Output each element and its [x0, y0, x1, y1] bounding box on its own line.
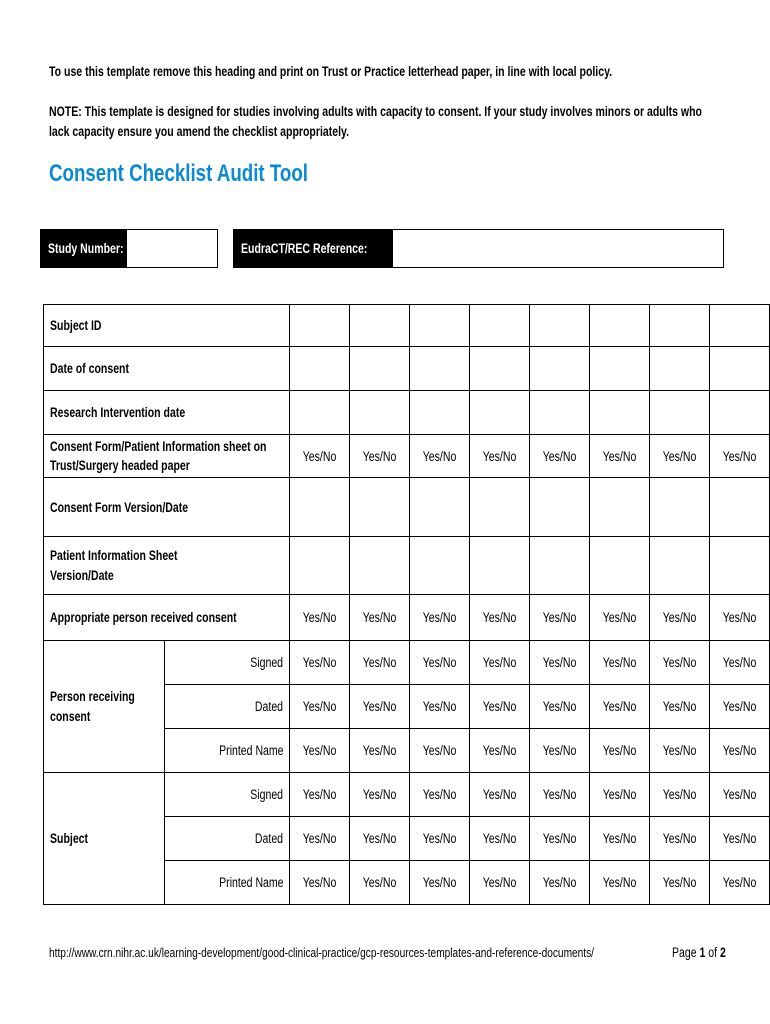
- yes-no-cell[interactable]: Yes/No: [710, 861, 770, 905]
- yes-no-cell[interactable]: Yes/No: [470, 685, 530, 729]
- yes-no-cell[interactable]: Yes/No: [290, 435, 350, 478]
- eudract-reference-label: EudraCT/REC Reference:: [233, 229, 393, 268]
- eudract-reference-field[interactable]: [392, 229, 724, 268]
- yes-no-cell[interactable]: Yes/No: [410, 685, 470, 729]
- yes-no-cell[interactable]: Yes/No: [290, 595, 350, 641]
- yes-no-cell[interactable]: Yes/No: [290, 773, 350, 817]
- yes-no-cell[interactable]: Yes/No: [290, 817, 350, 861]
- subject-id-cell[interactable]: [410, 305, 470, 347]
- sub-label-signed: Signed: [165, 773, 290, 817]
- yes-no-cell[interactable]: Yes/No: [710, 595, 770, 641]
- row-label-research-intervention-date: Research Intervention date: [44, 391, 290, 435]
- yes-no-cell[interactable]: Yes/No: [410, 861, 470, 905]
- yes-no-cell[interactable]: Yes/No: [290, 729, 350, 773]
- yes-no-cell[interactable]: Yes/No: [650, 685, 710, 729]
- table-row: [44, 537, 770, 595]
- yes-no-cell[interactable]: Yes/No: [530, 773, 590, 817]
- row-label-pis-version: Patient Information Sheet Version/Date: [44, 537, 290, 595]
- yes-no-cell[interactable]: Yes/No: [650, 773, 710, 817]
- yes-no-cell[interactable]: Yes/No: [650, 641, 710, 685]
- yes-no-cell[interactable]: Yes/No: [350, 729, 410, 773]
- subject-id-cell[interactable]: [290, 305, 350, 347]
- pis-version-cell[interactable]: [290, 537, 350, 595]
- subject-id-cell[interactable]: [710, 305, 770, 347]
- subject-id-cell[interactable]: [650, 305, 710, 347]
- intervention-date-cell[interactable]: [650, 391, 710, 435]
- table-row: [44, 773, 770, 817]
- yes-no-cell[interactable]: Yes/No: [410, 641, 470, 685]
- table-row: [44, 305, 770, 347]
- yes-no-cell[interactable]: Yes/No: [290, 641, 350, 685]
- yes-no-cell[interactable]: Yes/No: [590, 729, 650, 773]
- yes-no-cell[interactable]: Yes/No: [530, 817, 590, 861]
- date-of-consent-cell[interactable]: [350, 347, 410, 391]
- cf-version-cell[interactable]: [650, 478, 710, 537]
- yes-no-cell[interactable]: Yes/No: [710, 435, 770, 478]
- study-number-field[interactable]: [126, 229, 218, 268]
- sub-label-printed-name: Printed Name: [165, 729, 290, 773]
- yes-no-cell[interactable]: Yes/No: [290, 861, 350, 905]
- study-reference-bar: [40, 229, 724, 268]
- yes-no-cell[interactable]: Yes/No: [350, 435, 410, 478]
- yes-no-cell[interactable]: Yes/No: [350, 685, 410, 729]
- table-row: [44, 478, 770, 537]
- yes-no-cell[interactable]: Yes/No: [350, 595, 410, 641]
- yes-no-cell[interactable]: Yes/No: [470, 861, 530, 905]
- sub-label-dated: Dated: [165, 685, 290, 729]
- intervention-date-cell[interactable]: [290, 391, 350, 435]
- yes-no-cell[interactable]: Yes/No: [530, 435, 590, 478]
- pis-version-cell[interactable]: [350, 537, 410, 595]
- yes-no-cell[interactable]: Yes/No: [710, 685, 770, 729]
- footer-url-link[interactable]: http://www.crn.nihr.ac.uk/learning-development/good-clinical-practice/gcp-resources-templates-and-reference-documents/: [49, 945, 595, 960]
- yes-no-cell[interactable]: Yes/No: [410, 595, 470, 641]
- cf-version-cell[interactable]: [590, 478, 650, 537]
- subject-id-cell[interactable]: [590, 305, 650, 347]
- yes-no-cell[interactable]: Yes/No: [350, 773, 410, 817]
- cf-version-cell[interactable]: [350, 478, 410, 537]
- row-label-date-of-consent: Date of consent: [44, 347, 290, 391]
- sub-label-dated: Dated: [165, 817, 290, 861]
- yes-no-cell[interactable]: Yes/No: [650, 817, 710, 861]
- yes-no-cell[interactable]: Yes/No: [470, 729, 530, 773]
- intervention-date-cell[interactable]: [470, 391, 530, 435]
- date-of-consent-cell[interactable]: [590, 347, 650, 391]
- study-number-label: Study Number:: [40, 229, 126, 268]
- yes-no-cell[interactable]: Yes/No: [650, 595, 710, 641]
- yes-no-cell[interactable]: Yes/No: [350, 861, 410, 905]
- date-of-consent-cell[interactable]: [650, 347, 710, 391]
- yes-no-cell[interactable]: Yes/No: [530, 641, 590, 685]
- yes-no-cell[interactable]: Yes/No: [530, 861, 590, 905]
- yes-no-cell[interactable]: Yes/No: [590, 641, 650, 685]
- yes-no-cell[interactable]: Yes/No: [710, 817, 770, 861]
- yes-no-cell[interactable]: Yes/No: [590, 685, 650, 729]
- pis-version-cell[interactable]: [410, 537, 470, 595]
- cf-version-cell[interactable]: [530, 478, 590, 537]
- date-of-consent-cell[interactable]: [410, 347, 470, 391]
- table-row: [44, 347, 770, 391]
- yes-no-cell[interactable]: Yes/No: [590, 595, 650, 641]
- yes-no-cell[interactable]: Yes/No: [470, 817, 530, 861]
- yes-no-cell[interactable]: Yes/No: [710, 729, 770, 773]
- cf-version-cell[interactable]: [410, 478, 470, 537]
- yes-no-cell[interactable]: Yes/No: [650, 861, 710, 905]
- yes-no-cell[interactable]: Yes/No: [410, 435, 470, 478]
- yes-no-cell[interactable]: Yes/No: [350, 817, 410, 861]
- cf-version-cell[interactable]: [710, 478, 770, 537]
- yes-no-cell[interactable]: Yes/No: [590, 861, 650, 905]
- cf-version-cell[interactable]: [290, 478, 350, 537]
- row-label-consent-form-headed-paper: Consent Form/Patient Information sheet on Trust/Surgery headed paper: [44, 435, 290, 478]
- yes-no-cell[interactable]: Yes/No: [410, 729, 470, 773]
- table-row: [44, 435, 770, 478]
- table-row: [44, 391, 770, 435]
- yes-no-cell[interactable]: Yes/No: [470, 595, 530, 641]
- yes-no-cell[interactable]: Yes/No: [590, 817, 650, 861]
- row-label-appropriate-person: Appropriate person received consent: [44, 595, 290, 641]
- intervention-date-cell[interactable]: [590, 391, 650, 435]
- yes-no-cell[interactable]: Yes/No: [590, 773, 650, 817]
- sub-label-printed-name: Printed Name: [165, 861, 290, 905]
- intervention-date-cell[interactable]: [530, 391, 590, 435]
- subject-id-cell[interactable]: [350, 305, 410, 347]
- row-label-consent-form-version: Consent Form Version/Date: [44, 478, 290, 537]
- yes-no-cell[interactable]: Yes/No: [590, 435, 650, 478]
- intervention-date-cell[interactable]: [350, 391, 410, 435]
- yes-no-cell[interactable]: Yes/No: [530, 729, 590, 773]
- table-row: [44, 641, 770, 685]
- table-row: [44, 595, 770, 641]
- cf-version-cell[interactable]: [470, 478, 530, 537]
- date-of-consent-cell[interactable]: [530, 347, 590, 391]
- pis-version-cell[interactable]: [710, 537, 770, 595]
- yes-no-cell[interactable]: Yes/No: [530, 685, 590, 729]
- yes-no-cell[interactable]: Yes/No: [650, 729, 710, 773]
- yes-no-cell[interactable]: Yes/No: [650, 435, 710, 478]
- pis-version-cell[interactable]: [650, 537, 710, 595]
- intro-note: NOTE: This template is designed for studies involving adults with capacity to consent. If your study involves minors or adults who lack capacity ensure you amend the checklist appropriately.: [49, 104, 702, 139]
- group-label-subject: Subject: [44, 773, 165, 905]
- date-of-consent-cell[interactable]: [290, 347, 350, 391]
- yes-no-cell[interactable]: Yes/No: [410, 773, 470, 817]
- yes-no-cell[interactable]: Yes/No: [470, 641, 530, 685]
- date-of-consent-cell[interactable]: [470, 347, 530, 391]
- pis-version-cell[interactable]: [470, 537, 530, 595]
- yes-no-cell[interactable]: Yes/No: [410, 817, 470, 861]
- yes-no-cell[interactable]: Yes/No: [290, 685, 350, 729]
- yes-no-cell[interactable]: Yes/No: [350, 641, 410, 685]
- yes-no-cell[interactable]: Yes/No: [470, 773, 530, 817]
- intro-instruction: To use this template remove this heading and print on Trust or Practice letterhead paper, in line with local policy.: [49, 64, 613, 79]
- consent-checklist-table: [43, 304, 770, 905]
- group-label-person-receiving-consent: Person receiving consent: [44, 641, 165, 773]
- yes-no-cell[interactable]: Yes/No: [710, 773, 770, 817]
- pis-version-cell[interactable]: [530, 537, 590, 595]
- yes-no-cell[interactable]: Yes/No: [710, 641, 770, 685]
- pis-version-cell[interactable]: [590, 537, 650, 595]
- intervention-date-cell[interactable]: [710, 391, 770, 435]
- sub-label-signed: Signed: [165, 641, 290, 685]
- page-title: Consent Checklist Audit Tool: [49, 160, 308, 187]
- intervention-date-cell[interactable]: [410, 391, 470, 435]
- subject-id-cell[interactable]: [470, 305, 530, 347]
- yes-no-cell[interactable]: Yes/No: [470, 435, 530, 478]
- page-number: Page 1 of 2: [672, 945, 726, 960]
- subject-id-cell[interactable]: [530, 305, 590, 347]
- row-label-subject-id: Subject ID: [44, 305, 290, 347]
- yes-no-cell[interactable]: Yes/No: [530, 595, 590, 641]
- date-of-consent-cell[interactable]: [710, 347, 770, 391]
